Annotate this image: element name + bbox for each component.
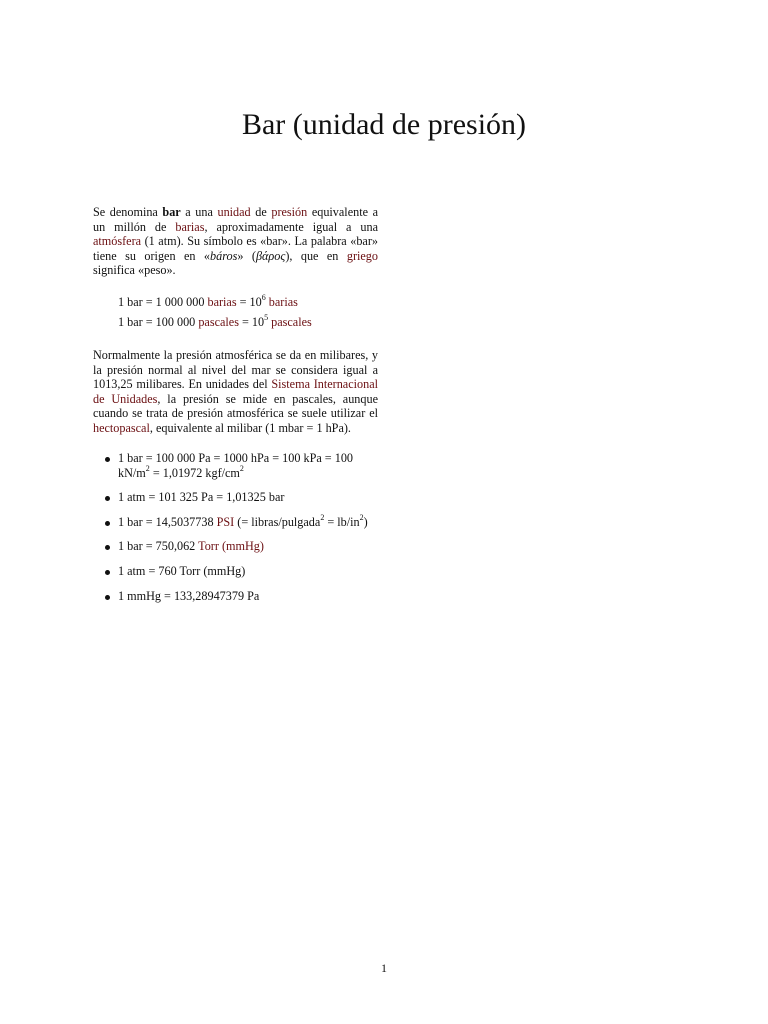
bullet-icon xyxy=(105,521,110,526)
eq-text: = 10 xyxy=(238,315,265,329)
link-hectopascal[interactable]: hectopascal xyxy=(93,420,150,435)
eq-text: 1 bar = 100 000 xyxy=(118,315,199,329)
list-text: 1 atm = 760 Torr (mmHg) xyxy=(118,563,246,578)
list-text: ) xyxy=(363,514,368,529)
list-item xyxy=(93,512,383,530)
link-barias-eq[interactable]: barias xyxy=(207,295,237,309)
list-item xyxy=(93,451,383,480)
paragraph-milibares xyxy=(93,348,378,436)
link-pascales-eq-2[interactable]: pascales xyxy=(271,315,312,329)
bullet-icon xyxy=(105,595,110,600)
bullet-icon xyxy=(105,570,110,575)
intro-text: (1 atm). Su símbolo es «bar». La palabra «bar» tiene su origen en « xyxy=(93,234,378,263)
eq-exponent: 5 xyxy=(264,312,269,322)
intro-text: de xyxy=(250,205,272,219)
link-presion[interactable]: presión xyxy=(271,205,308,219)
intro-bold-term: bar xyxy=(162,205,181,219)
intro-text: Se denomina xyxy=(93,205,163,219)
intro-text: ), que en xyxy=(285,248,347,263)
link-unidad[interactable]: unidad xyxy=(217,205,251,219)
intro-text: a una xyxy=(180,205,218,219)
intro-text: » ( xyxy=(237,248,256,263)
link-barias-eq-2[interactable]: barias xyxy=(268,295,298,309)
link-pascales-eq[interactable]: pascales xyxy=(198,315,239,329)
eq-exponent: 6 xyxy=(261,292,266,302)
intro-paragraph xyxy=(93,205,378,278)
superscript: 2 xyxy=(145,463,150,473)
list-text: (= libras/pulgada xyxy=(234,514,321,529)
para-text: , la presión se mide en pascales, aunque cuando se trata de presión atmosférica se suele utilizar el xyxy=(93,391,378,421)
list-text: = 1,01972 kgf/cm xyxy=(149,465,240,480)
link-atmosfera[interactable]: atmósfera xyxy=(93,234,142,249)
equation-pascales xyxy=(118,312,312,329)
superscript: 2 xyxy=(359,512,364,522)
intro-italic-baros: báros xyxy=(210,248,238,263)
link-psi[interactable]: PSI xyxy=(216,514,235,529)
eq-text: = 10 xyxy=(236,295,262,309)
list-text: 1 bar = 14,5037738 xyxy=(118,514,217,529)
list-item xyxy=(93,539,383,554)
page-title: Bar (unidad de presión) xyxy=(241,108,527,141)
conversion-list xyxy=(93,451,383,613)
list-item xyxy=(93,490,383,505)
page-number: 1 xyxy=(381,961,387,975)
list-text: = lb/in xyxy=(324,514,360,529)
para-text: , equivalente al milibar (1 mbar = 1 hPa). xyxy=(149,420,351,435)
list-item xyxy=(93,564,383,579)
list-text: 1 bar = 750,062 xyxy=(118,539,199,554)
list-text: 1 bar = 100 000 Pa = 1000 hPa = 100 kPa = 100 kN/m xyxy=(118,451,354,480)
list-item xyxy=(93,589,383,604)
intro-text: equivalente a un millón de xyxy=(93,205,378,234)
link-sistema-internacional[interactable]: Sistema Internacional de Unidades xyxy=(93,377,378,406)
list-text: 1 atm = 101 325 Pa = 1,01325 bar xyxy=(118,490,285,505)
superscript: 2 xyxy=(239,463,244,473)
list-text: 1 mmHg = 133,28947379 Pa xyxy=(118,588,260,603)
intro-text: , aproximadamente igual a una xyxy=(204,219,378,234)
para-text: Normalmente la presión atmosférica se da en milibares, y la presión normal al nivel del mar se considera igual a 1013,25 milibares. En unidades del xyxy=(93,348,378,392)
link-griego[interactable]: griego xyxy=(346,248,378,263)
eq-text: 1 bar = 1 000 000 xyxy=(118,295,208,309)
equation-barias xyxy=(118,292,298,309)
bullet-icon xyxy=(105,457,110,462)
intro-greek-word: βάρος xyxy=(255,248,286,263)
link-barias[interactable]: barias xyxy=(175,219,205,234)
superscript: 2 xyxy=(320,512,325,522)
link-torr[interactable]: Torr (mmHg) xyxy=(198,539,264,554)
bullet-icon xyxy=(105,496,110,501)
bullet-icon xyxy=(105,545,110,550)
intro-text: significa «peso». xyxy=(93,263,176,278)
